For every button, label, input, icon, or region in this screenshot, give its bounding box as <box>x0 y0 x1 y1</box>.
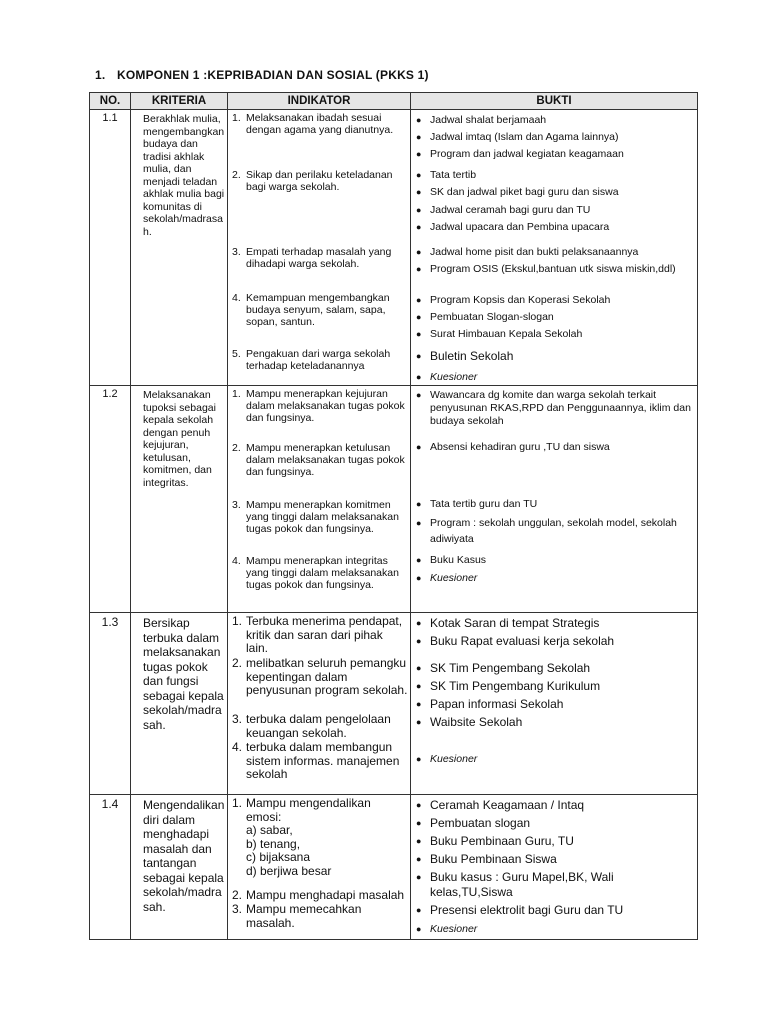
bullet-icon: ● <box>416 390 422 400</box>
bukti-item: ● Ceramah Keagamaan / Intaq <box>416 798 585 812</box>
bullet-icon: ● <box>416 854 422 864</box>
row-number: 1.2 <box>90 386 131 613</box>
bullet-icon: ● <box>416 312 422 322</box>
bullet-icon: ● <box>416 681 422 691</box>
bukti-item: ● Buku kasus : Guru Mapel,BK, Wali kelas,TU,Siswa <box>416 870 614 899</box>
bullet-icon: ● <box>416 132 422 142</box>
row-bukti <box>411 386 698 613</box>
indikator-sub-item: c) bijaksana <box>246 850 311 864</box>
indikator-item: 4. Kemampuan mengembangkan budaya senyum, salam, sapa, sopan, santun. <box>232 292 390 328</box>
table-row <box>90 386 698 613</box>
bullet-icon: ● <box>416 518 422 528</box>
bullet-icon: ● <box>416 872 422 882</box>
bukti-item: ● Buletin Sekolah <box>416 349 514 363</box>
row-number: 1.1 <box>90 110 131 386</box>
bukti-item: ● Jadwal imtaq (Islam dan Agama lainnya) <box>416 131 619 143</box>
indikator-item: 2. Mampu menerapkan ketulusan dalam melaksanakan tugas pokok dan fungsinya. <box>232 442 405 478</box>
bullet-icon: ● <box>416 329 422 339</box>
row-indikator <box>228 613 411 795</box>
indikator-item: 4. Mampu menerapkan integritas yang tinggi dalam melaksanakan tugas pokok dan fungsinya. <box>232 555 399 591</box>
bullet-icon: ● <box>416 800 422 810</box>
indikator-sub-item: b) tenang, <box>246 836 301 851</box>
bullet-icon: ● <box>416 295 422 305</box>
bukti-item: ● Buku Pembinaan Siswa <box>416 852 557 866</box>
indikator-item: 4. terbuka dalam membangun sistem informas. manajemen sekolah <box>232 740 400 781</box>
bukti-item: ● Program Kopsis dan Koperasi Sekolah <box>416 294 611 306</box>
row-kriteria: Bersikap terbuka dalam melaksanakan tugas pokok dan fungsi sebagai kepala sekolah/madrasah. <box>131 613 228 795</box>
indikator-item: 1. Terbuka menerima pendapat, kritik dan saran dari pihak lain. <box>232 614 403 655</box>
bukti-item: ● Buku Rapat evaluasi kerja sekolah <box>416 634 615 648</box>
bukti-item: ● Pembuatan slogan <box>416 816 531 830</box>
row-number: 1.3 <box>90 613 131 795</box>
table-row <box>90 110 698 386</box>
bullet-icon: ● <box>416 754 422 764</box>
bukti-item: ● Jadwal ceramah bagi guru dan TU <box>416 204 591 216</box>
bukti-item: ● Presensi elektrolit bagi Guru dan TU <box>416 903 624 917</box>
bukti-item: ● Kuesioner <box>416 371 478 383</box>
bullet-icon: ● <box>416 115 422 125</box>
section-heading <box>95 68 429 82</box>
indikator-item: 5. Pengakuan dari warga sekolah terhadap keteladanannya <box>232 348 391 372</box>
indikator-item: 3. Mampu menerapkan komitmen yang tinggi dalam melaksanakan tugas pokok dan fungsinya. <box>232 499 399 535</box>
bullet-icon: ● <box>416 187 422 197</box>
bukti-item: ● Tata tertib <box>416 169 477 181</box>
row-indikator <box>228 110 411 386</box>
indikator-item: 1. Melaksanakan ibadah sesuai dengan agama yang dianutnya. <box>232 112 394 136</box>
row-kriteria: Berakhlak mulia, mengembangkan budaya dan tradisi akhlak mulia, dan menjadi teladan akhlak mulia bagi komunitas di sekolah/madrasah. <box>131 110 228 386</box>
bullet-icon: ● <box>416 372 422 382</box>
bukti-item: ● Program dan jadwal kegiatan keagamaan <box>416 148 624 160</box>
bukti-item: ● Program : sekolah unggulan, sekolah model, sekolah adiwiyata <box>416 517 677 545</box>
bukti-item: ● Program OSIS (Ekskul,bantuan utk siswa miskin,ddl) <box>416 263 676 275</box>
bullet-icon: ● <box>416 351 422 361</box>
bullet-icon: ● <box>416 924 422 934</box>
bullet-icon: ● <box>416 905 422 915</box>
indikator-item: 1. Mampu menerapkan kejujuran dalam melaksanakan tugas pokok dan fungsinya. <box>232 388 405 424</box>
row-bukti <box>411 795 698 940</box>
bukti-item: ● Waibsite Sekolah <box>416 715 523 729</box>
bukti-item: ● Buku Pembinaan Guru, TU <box>416 834 574 848</box>
bukti-item: ● Wawancara dg komite dan warga sekolah terkait penyusunan RKAS,RPD dan Penggunaannya, iklim dan budaya sekolah <box>416 389 691 427</box>
row-indikator <box>228 386 411 613</box>
bullet-icon: ● <box>416 573 422 583</box>
table-row <box>90 795 698 940</box>
row-number: 1.4 <box>90 795 131 940</box>
header-no: NO. <box>90 93 131 110</box>
bullet-icon: ● <box>416 149 422 159</box>
bullet-icon: ● <box>416 247 422 257</box>
indikator-item: 2. Sikap dan perilaku keteladanan bagi warga sekolah. <box>232 169 393 193</box>
section-title: KOMPONEN 1 :KEPRIBADIAN DAN SOSIAL (PKKS 1) <box>117 68 429 82</box>
bukti-item: ● Pembuatan Slogan-slogan <box>416 311 554 323</box>
bukti-item: ● SK Tim Pengembang Sekolah <box>416 661 591 675</box>
row-kriteria: Melaksanakan tupoksi sebagai kepala sekolah dengan penuh kejujuran, ketulusan, komitmen, dan integritas. <box>131 386 228 613</box>
row-bukti <box>411 110 698 386</box>
indikator-item: 3. Mampu memecahkan masalah. <box>232 902 362 930</box>
row-indikator <box>228 795 411 940</box>
bullet-icon: ● <box>416 636 422 646</box>
bullet-icon: ● <box>416 555 422 565</box>
header-indikator: INDIKATOR <box>228 93 411 110</box>
bukti-item: ● Kuesioner <box>416 923 478 935</box>
indikator-item: 2. melibatkan seluruh pemangku kepentingan dalam penyusunan program sekolah. <box>232 656 408 697</box>
row-bukti <box>411 613 698 795</box>
bukti-item: ● Tata tertib guru dan TU <box>416 498 538 510</box>
section-number: 1. <box>95 68 106 82</box>
table-row <box>90 613 698 795</box>
bullet-icon: ● <box>416 618 422 628</box>
bukti-item: ● SK dan jadwal piket bagi guru dan siswa <box>416 186 619 198</box>
indikator-item: 3. Empati terhadap masalah yang dihadapi warga sekolah. <box>232 246 392 270</box>
bullet-icon: ● <box>416 663 422 673</box>
indikator-sub-item: d) berjiwa besar <box>246 863 332 878</box>
bukti-item: ● Kuesioner <box>416 572 478 584</box>
bukti-item: ● Jadwal shalat berjamaah <box>416 114 547 126</box>
bukti-item: ● Absensi kehadiran guru ,TU dan siswa <box>416 441 610 453</box>
header-row <box>90 93 698 110</box>
bukti-item: ● SK Tim Pengembang Kurikulum <box>416 679 601 693</box>
bukti-item: ● Jadwal upacara dan Pembina upacara <box>416 221 610 233</box>
indikator-item: 1. Mampu mengendalikan emosi: a) sabar, b) tenang, c) bijaksana d) berjiwa besar <box>232 797 408 878</box>
criteria-table <box>89 92 698 940</box>
bullet-icon: ● <box>416 717 422 727</box>
indikator-item: 3. terbuka dalam pengelolaan keuangan sekolah. <box>232 712 391 740</box>
bukti-item: ● Kotak Saran di tempat Strategis <box>416 616 600 630</box>
bukti-item: ● Kuesioner <box>416 753 478 765</box>
bukti-item: ● Papan informasi Sekolah <box>416 697 564 711</box>
bullet-icon: ● <box>416 699 422 709</box>
bullet-icon: ● <box>416 264 422 274</box>
bullet-icon: ● <box>416 205 422 215</box>
indikator-sub-item: a) sabar, <box>246 823 293 837</box>
bullet-icon: ● <box>416 170 422 180</box>
header-bukti: BUKTI <box>411 93 698 110</box>
bukti-item: ● Surat Himbauan Kepala Sekolah <box>416 328 583 340</box>
bullet-icon: ● <box>416 836 422 846</box>
indikator-item: 2. Mampu menghadapi masalah <box>232 888 405 902</box>
bukti-item: ● Buku Kasus <box>416 554 487 566</box>
bukti-item: ● Jadwal home pisit dan bukti pelaksanaannya <box>416 246 639 258</box>
bullet-icon: ● <box>416 499 422 509</box>
bullet-icon: ● <box>416 818 422 828</box>
bullet-icon: ● <box>416 222 422 232</box>
bullet-icon: ● <box>416 442 422 452</box>
header-kriteria: KRITERIA <box>131 93 228 110</box>
row-kriteria: Mengendalikan diri dalam menghadapi masalah dan tantangan sebagai kepala sekolah/madrasah. <box>131 795 228 940</box>
